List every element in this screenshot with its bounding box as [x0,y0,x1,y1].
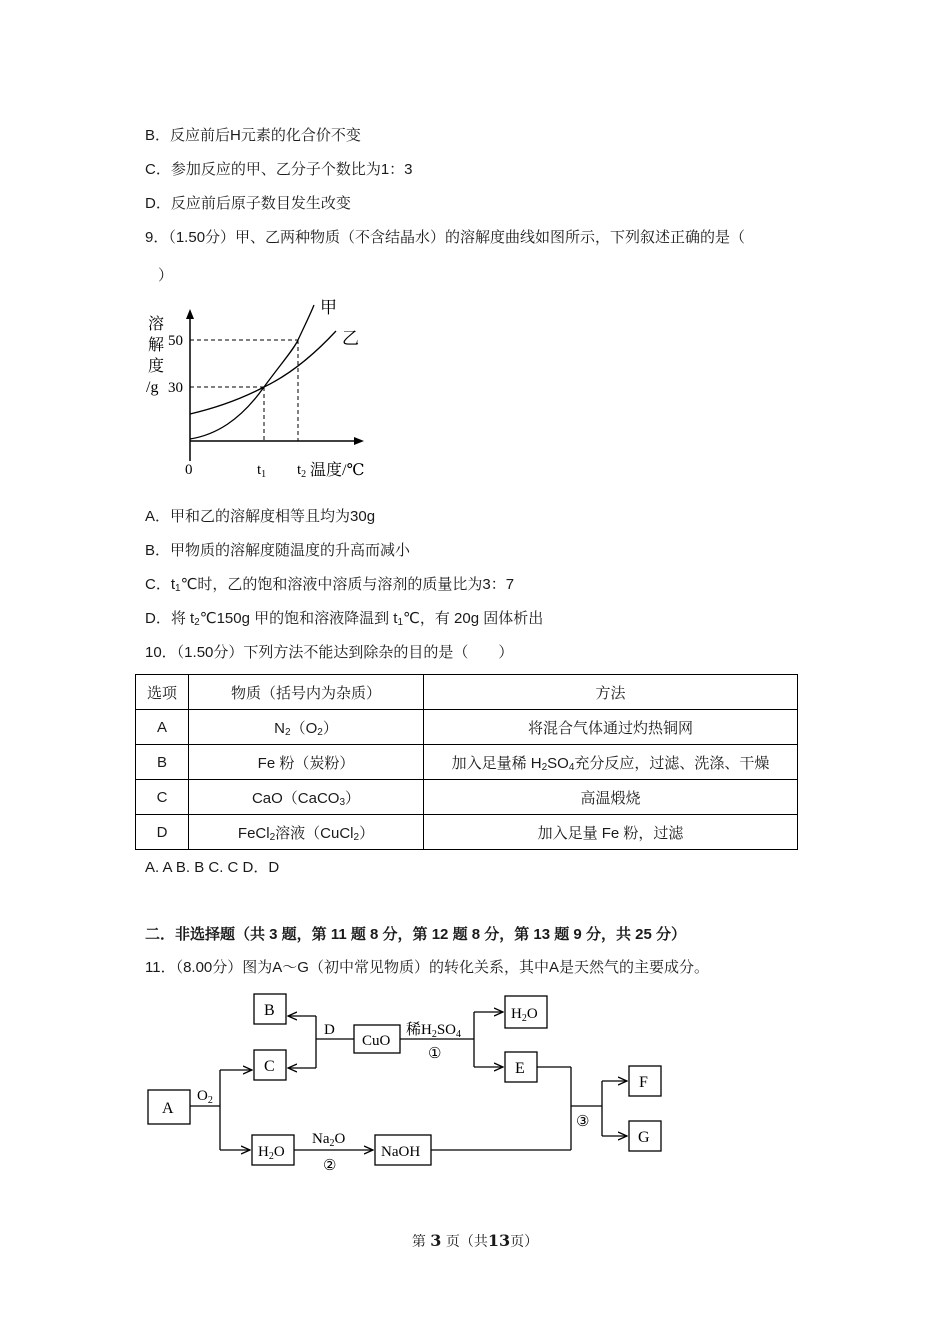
row-option: A [136,710,189,745]
box-a-label: A [162,1100,174,1117]
conversion-diagram [140,988,680,1188]
page-footer: 第 3 页（共13页） [411,1231,539,1250]
label-d: D [324,1022,335,1038]
label-acid: 稀$H_2SO_4$ [406,1022,462,1040]
box-h2o-bottom-label: $H_2O$ [258,1144,285,1162]
row-substance: FeCl$_2$溶液（CuCl$_2$） [189,815,424,850]
y-tick-30: 30 [168,380,183,396]
box-e-label: E [515,1060,525,1077]
series-yi-label: 乙 [342,329,359,348]
q8-option-c: C．参加反应的甲、乙分子个数比为1：3 [145,161,413,178]
label-step3: ③ [576,1114,590,1130]
table-row [136,745,798,780]
row-option: B [136,745,189,780]
q9-option-b: B．甲物质的溶解度随温度的升高而减小 [145,542,411,559]
label-step2: ② [323,1158,337,1174]
box-g-label: G [638,1129,650,1146]
x-tick-t2: $t_2$ [297,462,307,480]
q8-option-d: D．反应前后原子数目发生改变 [145,195,351,212]
solubility-chart [140,293,380,488]
box-b-label: B [264,1002,275,1019]
table-row [136,710,798,745]
y-label-2: 解 [148,337,165,354]
box-naoh-label: NaOH [381,1144,421,1160]
q9-stem-end: ） [158,267,174,284]
q9-option-c: C．$t_1℃$时，乙的饱和溶液中溶质与溶剂的质量比为3：7 [145,576,515,594]
label-step1: ① [428,1046,442,1062]
q9-stem: 9．（1.50分）甲、乙两种物质（不含结晶水）的溶解度曲线如图所示，下列叙述正确的是（ [145,229,746,246]
q10-answer-line: A. A B. B C. C D．D [145,859,280,876]
series-jia-curve [190,305,314,439]
origin-label: 0 [185,462,193,478]
row-substance: Fe 粉（炭粉） [189,745,424,780]
row-option: D [136,815,189,850]
box-f-label: F [639,1074,648,1091]
header-option: 选项 [136,675,189,710]
x-axis-label: 温度/℃ [310,462,365,479]
q8-option-b: B．反应前后H元素的化合价不变 [145,127,361,144]
row-method: 加入足量稀 $H_2SO_4$充分反应，过滤、洗涤、干燥 [424,745,798,780]
header-method: 方法 [424,675,798,710]
box-c-label: C [264,1058,275,1075]
label-na2o: $Na_2O$ [312,1131,346,1149]
q9-option-d: D．将 $t_2℃150g$ 甲的饱和溶液降温到 $t_1℃$，有 20g 固体析出 [145,610,544,628]
header-substance: 物质（括号内为杂质） [189,675,424,710]
table-header-row [136,675,798,710]
x-axis-arrow [354,437,364,445]
series-jia-label: 甲 [320,298,337,317]
x-tick-t1: $t_1$ [257,462,267,480]
y-label-4: /g [146,379,159,396]
q9-option-a: A．甲和乙的溶解度相等且均为30g [145,508,376,525]
q10-table [135,674,798,850]
row-method: 高温煅烧 [424,780,798,815]
row-substance: $N_2(O_2)$ [189,710,424,745]
y-axis-arrow [186,309,194,319]
total-pages: 13 [487,1231,511,1250]
y-label-1: 溶 [148,316,165,333]
q10-stem: 10．（1.50分）下列方法不能达到除杂的目的是（ ） [145,644,514,661]
row-method: 将混合气体通过灼热铜网 [424,710,798,745]
row-substance: CaO（CaCO$_3$） [189,780,424,815]
box-cuo-label: CuO [362,1033,391,1049]
box-h2o-top-label: $H_2O$ [511,1006,538,1024]
table-row [136,815,798,850]
y-tick-50: 50 [168,333,183,349]
table-row [136,780,798,815]
label-o2: $O_2$ [197,1088,213,1106]
y-label-3: 度 [148,358,165,375]
row-option: C [136,780,189,815]
series-yi-curve [190,331,336,414]
section-heading: 二．非选择题（共 3 题，第 11 题 8 分，第 12 题 8 分，第 13 题 9 分，共 25 分） [145,926,686,943]
row-method: 加入足量 Fe 粉，过滤 [424,815,798,850]
q11-stem: 11．（8.00分）图为A～G（初中常见物质）的转化关系，其中A是天然气的主要成分。 [145,959,709,976]
current-page: 3 [430,1231,442,1250]
